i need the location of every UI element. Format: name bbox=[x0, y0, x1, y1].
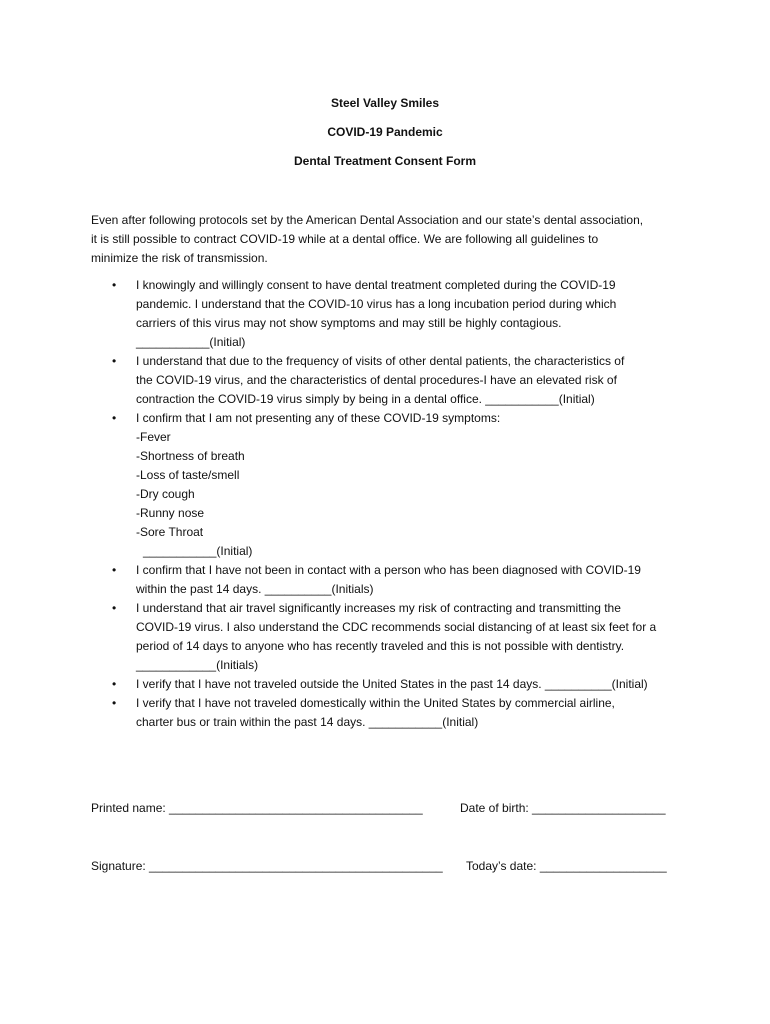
statement-line: COVID-19 virus. I also understand the CDC recommends social distancing of at least six feet for a bbox=[136, 620, 657, 634]
consent-statement bbox=[91, 409, 691, 561]
statement-line-with-initial[interactable]: I verify that I have not traveled outside the United States in the past 14 days. __________(Initial) bbox=[136, 677, 648, 691]
bullet-icon: • bbox=[112, 677, 117, 691]
intro-line: minimize the risk of transmission. bbox=[91, 251, 268, 265]
intro-line: Even after following protocols set by the American Dental Association and our state’s dental association, bbox=[91, 213, 644, 227]
statement-line: I understand that air travel significantly increases my risk of contracting and transmitting the bbox=[136, 601, 621, 615]
statement-line: I knowingly and willingly consent to have dental treatment completed during the COVID-19 bbox=[136, 278, 616, 292]
signature-field[interactable]: Signature: ____________________________________________ bbox=[91, 859, 443, 873]
consent-statement bbox=[91, 352, 691, 409]
initial-field[interactable]: ___________(Initial) bbox=[143, 544, 253, 558]
consent-statement bbox=[91, 599, 691, 675]
symptom-item: -Loss of taste/smell bbox=[136, 468, 240, 482]
statement-line: period of 14 days to anyone who has recently traveled and this is not possible with dentistry. bbox=[136, 639, 625, 653]
form-subtitle: COVID-19 Pandemic bbox=[327, 125, 443, 139]
bullet-icon: • bbox=[112, 601, 117, 615]
date-of-birth-field[interactable]: Date of birth: ____________________ bbox=[460, 801, 666, 815]
consent-statements-list bbox=[91, 276, 691, 732]
form-title: Dental Treatment Consent Form bbox=[293, 154, 477, 168]
symptom-item: -Dry cough bbox=[136, 487, 195, 501]
consent-statement bbox=[91, 675, 691, 694]
consent-statement bbox=[91, 276, 691, 352]
statement-line: I understand that due to the frequency of visits of other dental patients, the characteristics of bbox=[136, 354, 625, 368]
statement-line-with-initial[interactable]: contraction the COVID-19 virus simply by being in a dental office. ___________(Initial) bbox=[136, 392, 595, 406]
statement-line: I confirm that I am not presenting any of these COVID-19 symptoms: bbox=[136, 411, 501, 425]
bullet-icon: • bbox=[112, 278, 117, 292]
statement-line: I verify that I have not traveled domestically within the United States by commercial airline, bbox=[136, 696, 615, 710]
printed-name-field[interactable]: Printed name: ______________________________________ bbox=[91, 801, 423, 815]
statement-line: the COVID-19 virus, and the characteristics of dental procedures-I have an elevated risk of bbox=[136, 373, 617, 387]
bullet-icon: • bbox=[112, 354, 117, 368]
consent-statement bbox=[91, 694, 691, 732]
bullet-icon: • bbox=[112, 696, 117, 710]
initial-field[interactable]: ___________(Initial) bbox=[136, 335, 246, 349]
symptom-item: -Shortness of breath bbox=[136, 449, 245, 463]
statement-line-with-initial[interactable]: charter bus or train within the past 14 days. ___________(Initial) bbox=[136, 715, 479, 729]
intro-paragraph bbox=[91, 211, 691, 268]
consent-statement bbox=[91, 561, 691, 599]
bullet-icon: • bbox=[112, 563, 117, 577]
statement-line: carriers of this virus may not show symptoms and may still be highly contagious. bbox=[136, 316, 562, 330]
statement-line: pandemic. I understand that the COVID-10 virus has a long incubation period during which bbox=[136, 297, 617, 311]
todays-date-field[interactable]: Today’s date: ___________________ bbox=[466, 859, 667, 873]
bullet-icon: • bbox=[112, 411, 117, 425]
practice-name: Steel Valley Smiles bbox=[330, 96, 440, 110]
intro-line: it is still possible to contract COVID-19 while at a dental office. We are following all guidelines to bbox=[91, 232, 599, 246]
statement-line: I confirm that I have not been in contact with a person who has been diagnosed with COVID-19 bbox=[136, 563, 641, 577]
symptom-item: -Fever bbox=[136, 430, 171, 444]
symptom-item: -Runny nose bbox=[136, 506, 205, 520]
initial-field[interactable]: ____________(Initials) bbox=[136, 658, 259, 672]
symptom-item: -Sore Throat bbox=[136, 525, 204, 539]
statement-line-with-initial[interactable]: within the past 14 days. __________(Initials) bbox=[136, 582, 374, 596]
